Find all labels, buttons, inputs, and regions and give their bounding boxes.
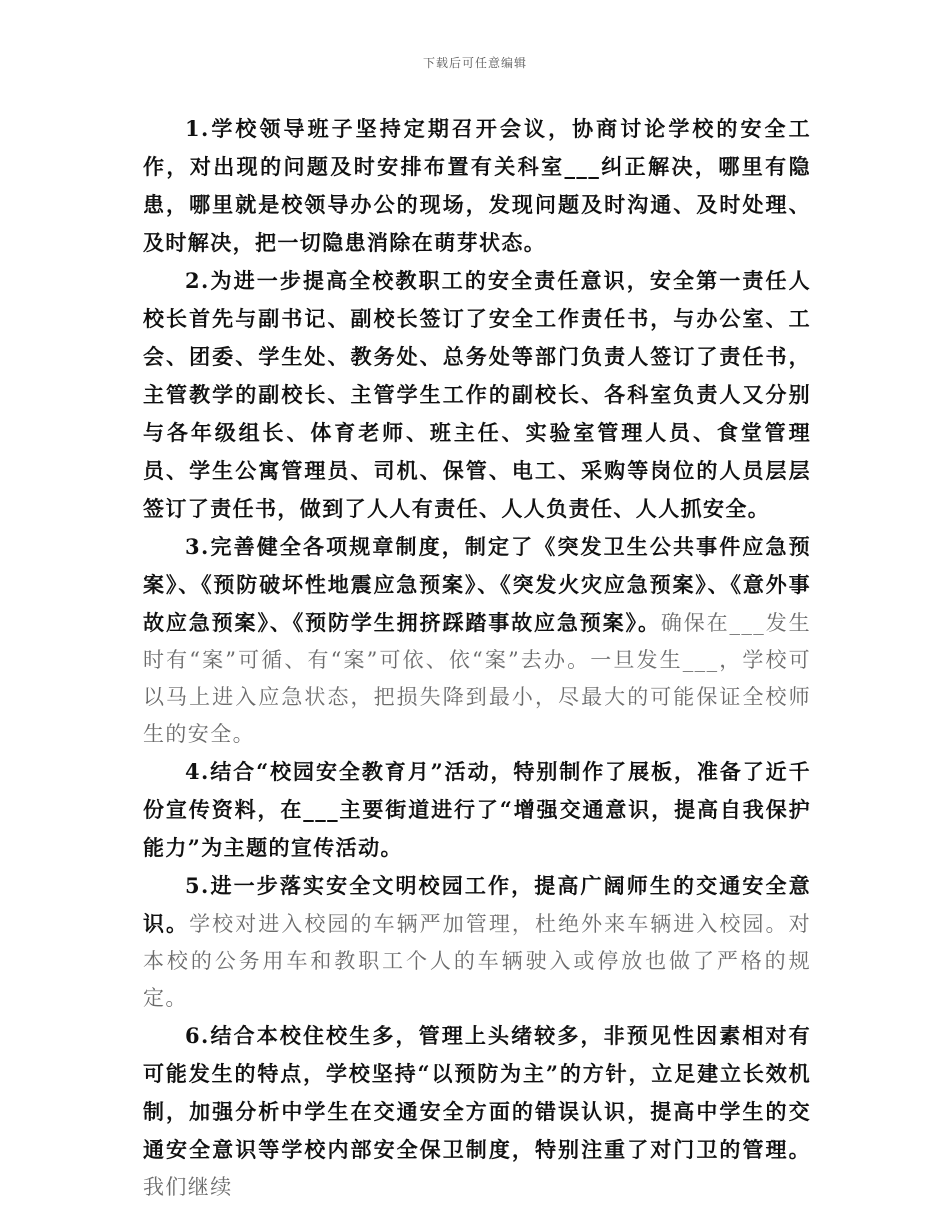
paragraph-3-normal-text: 确保在___发生时有“案”可循、有“案”可依、依“案”去办。一旦发生___，学校可以马上进入应急状态，把损失降到最小，尽最大的可能保证全校师生的安全。 xyxy=(143,611,811,746)
paragraph-1 xyxy=(143,110,811,262)
document-body xyxy=(143,110,811,1206)
paragraph-4-bold-text: 4.结合“校园安全教育月”活动，特别制作了展板，准备了近千份宣传资料，在___主要街道进行了“增强交通意识，提高自我保护能力”为主题的宣传活动。 xyxy=(143,759,811,860)
paragraph-2 xyxy=(143,262,811,528)
paragraph-6-normal-text: 我们继续 xyxy=(143,1175,233,1199)
paragraph-5-normal-text: 学校对进入校园的车辆严加管理，杜绝外来车辆进入校园。对本校的公务用车和教职工个人的车辆驶入或停放也做了严格的规定。 xyxy=(143,912,811,1010)
paragraph-6-bold-text: 6.结合本校住校生多，管理上头绪较多，非预见性因素相对有可能发生的特点，学校坚持“以预防为主”的方针，立足建立长效机制，加强分析中学生在交通安全方面的错误认识，提高中学生的交通安全意识等学校内部安全保卫制度，特别注重了对门卫的管理。 xyxy=(143,1023,811,1162)
paragraph-3 xyxy=(143,528,811,753)
paragraph-6 xyxy=(143,1017,811,1206)
paragraph-1-bold-text: 1.学校领导班子坚持定期召开会议，协商讨论学校的安全工作，对出现的问题及时安排布置有关科室___纠正解决，哪里有隐患，哪里就是校领导办公的现场，发现问题及时沟通、及时处理、及时解决，把一切隐患消除在萌芽状态。 xyxy=(143,116,811,255)
page-header: 下载后可任意编辑 xyxy=(422,56,527,70)
paragraph-5-bold-text: 5.进一步落实安全文明校园工作，提高广阔师生的交通安全意识。 xyxy=(143,873,811,936)
paragraph-2-bold-text: 2.为进一步提高全校教职工的安全责任意识，安全第一责任人校长首先与副书记、副校长签订了安全工作责任书，与办公室、工会、团委、学生处、教务处、总务处等部门负责人签订了责任书，主管教学的副校长、主管学生工作的副校长、各科室负责人又分别与各年级组长、体育老师、班主任、实验室管理人员、食堂管理员、学生公寓管理员、司机、保管、电工、采购等岗位的人员层层签订了责任书，做到了人人有责任、人人负责任、人人抓安全。 xyxy=(143,268,811,521)
paragraph-5 xyxy=(143,867,811,1017)
paragraph-3-bold-text: 3.完善健全各项规章制度，制定了《突发卫生公共事件应急预案》、《预防破坏性地震应急预案》、《突发火灾应急预案》、《意外事故应急预案》、《预防学生拥挤踩踏事故应急预案》。 xyxy=(143,534,811,635)
paragraph-4 xyxy=(143,753,811,867)
